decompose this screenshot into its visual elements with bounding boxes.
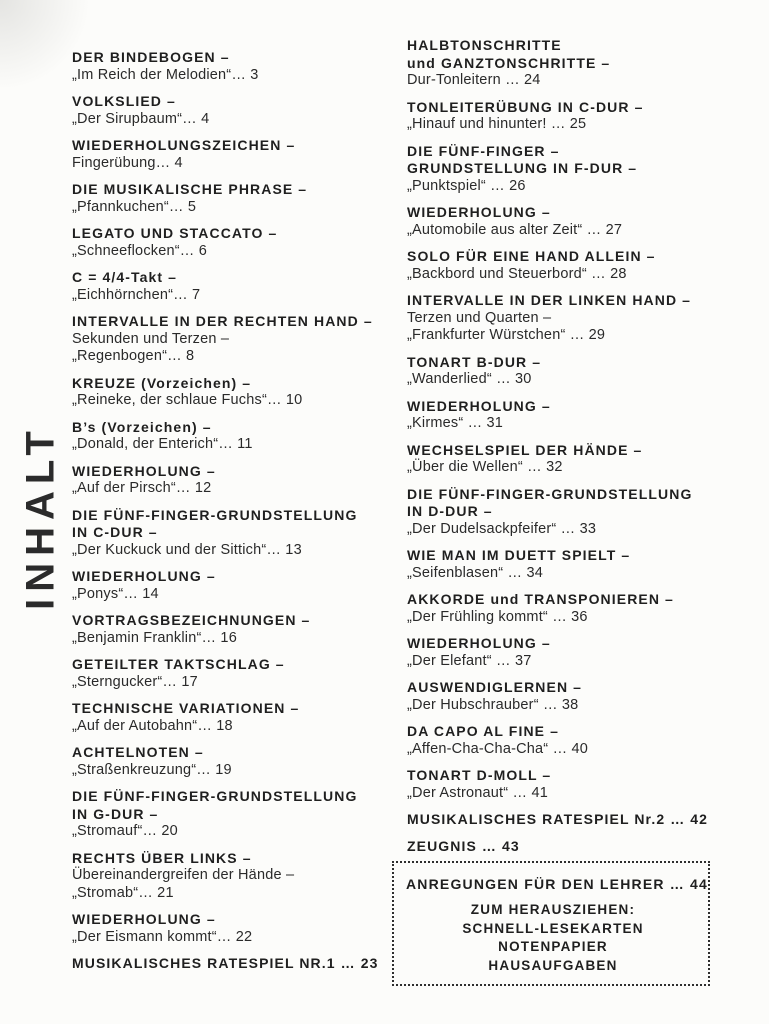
toc-entry [407, 723, 739, 758]
toc-entry-heading-line: GRUNDSTELLUNG IN F-DUR – [407, 160, 638, 176]
toc-entry [407, 591, 739, 626]
teacher-box-line: SCHNELL-LESEKARTEN [462, 920, 644, 936]
toc-entry [72, 463, 398, 498]
toc-entry-heading-line: IN D-DUR – [407, 503, 493, 519]
toc-entry-heading-line: ZEUGNIS … 43 [407, 837, 520, 854]
toc-entry-subtitle-line: Terzen und Quarten – [407, 309, 552, 326]
toc-entry-heading-line: WIEDERHOLUNG – [72, 911, 216, 927]
toc-entry-subtitle-line: „Donald, der Enterich“… 11 [72, 436, 253, 452]
toc-entry-subtitle-line: „Sterngucker“… 17 [72, 673, 198, 690]
toc-entry-subtitle-line: Übereinandergreifen der Hände – [72, 867, 295, 883]
toc-entry [72, 93, 398, 128]
toc-entry-subtitle-line: „Straßenkreuzung“… 19 [72, 761, 232, 778]
page-title: INHALT [18, 424, 63, 610]
toc-entry-subtitle-line: Dur-Tonleitern … 24 [407, 72, 541, 88]
teacher-box-center-block [406, 901, 700, 975]
toc-entry-subtitle-line: „Seifenblasen“ … 34 [407, 564, 543, 581]
toc-entry-subtitle-line: „Reineke, der schlaue Fuchs“… 10 [72, 392, 303, 408]
toc-entry-subtitle-line: „Über die Wellen“ … 32 [407, 459, 563, 475]
toc-entry-subtitle-line: „Der Hubschrauber“ … 38 [407, 696, 579, 713]
toc-entry-subtitle-line: „Stromab“… 21 [72, 884, 174, 901]
toc-entry [72, 225, 398, 260]
toc-entry-heading-line: IN G-DUR – [72, 805, 159, 822]
toc-entry-subtitle-line: „Im Reich der Melodien“… 3 [72, 66, 259, 83]
toc-entry [72, 269, 398, 304]
toc-entry-subtitle-line: „Der Frühling kommt“ … 36 [407, 608, 588, 625]
toc-entry-subtitle-line: „Regenbogen“… 8 [72, 348, 195, 364]
toc-entry-heading-line: C = 4/4-Takt – [72, 269, 178, 285]
toc-entry-heading-line: DIE FÜNF-FINGER – [407, 142, 560, 159]
toc-entry [407, 99, 739, 134]
toc-entry-subtitle-line: Fingerübung… 4 [72, 154, 183, 171]
toc-entry-subtitle-line: „Auf der Autobahn“… 18 [72, 717, 233, 734]
toc-entry [72, 419, 398, 454]
toc-entry-heading-line: DIE MUSIKALISCHE PHRASE – [72, 181, 308, 197]
teacher-box-line: ZUM HERAUSZIEHEN: [470, 902, 636, 917]
toc-entry-subtitle-line: „Schneeflocken“… 6 [72, 242, 207, 259]
teacher-box [392, 861, 710, 986]
toc-entry-heading-line: WIEDERHOLUNG – [407, 635, 551, 651]
toc-entry-heading-line: AUSWENDIGLERNEN – [407, 679, 583, 695]
toc-entry-subtitle-line: „Der Dudelsackpfeifer“ … 33 [407, 520, 597, 537]
toc-entry [407, 547, 739, 582]
toc-entry [72, 744, 398, 779]
toc-entry-heading-line: TECHNISCHE VARIATIONEN – [72, 700, 300, 716]
toc-entry-subtitle-line: Sekunden und Terzen – [72, 330, 230, 347]
toc-entry-subtitle-line: „Backbord und Steuerbord“ … 28 [407, 265, 627, 282]
toc-entry-subtitle-line: „Wanderlied“ … 30 [407, 371, 532, 387]
toc-entry-heading-line: DER BINDEBOGEN – [72, 49, 230, 65]
toc-entry [407, 767, 739, 802]
toc-entry [407, 486, 739, 539]
toc-entry [407, 248, 739, 283]
toc-entry [407, 811, 739, 829]
toc-entry-heading-line: LEGATO UND STACCATO – [72, 225, 278, 241]
toc-entry-subtitle-line: „Ponys“… 14 [72, 585, 159, 602]
toc-entry [407, 442, 739, 477]
toc-entry-subtitle-line: „Auf der Pirsch“… 12 [72, 480, 212, 496]
toc-entry [72, 181, 398, 216]
toc-entry-heading-line: INTERVALLE IN DER RECHTEN HAND – [72, 313, 373, 329]
toc-entry-subtitle-line: „Frankfurter Würstchen“ … 29 [407, 327, 606, 343]
toc-entry-heading-line: DA CAPO AL FINE – [407, 723, 559, 739]
toc-entry [407, 143, 739, 196]
toc-entry-heading-line: VOLKSLIED – [72, 93, 176, 109]
toc-entry-heading-line: ACHTELNOTEN – [72, 744, 204, 760]
toc-entry-subtitle-line: „Eichhörnchen“… 7 [72, 286, 201, 303]
toc-entry [72, 612, 398, 647]
toc-entry-subtitle-line: „Affen-Cha-Cha-Cha“ … 40 [407, 740, 589, 757]
toc-entry [72, 656, 398, 691]
toc-entry-heading-line: WIEDERHOLUNG – [72, 462, 216, 479]
toc-entry [72, 788, 398, 841]
toc-entry-heading-line: und GANZTONSCHRITTE – [407, 54, 611, 71]
toc-entry [72, 375, 398, 410]
toc-entry [407, 838, 739, 856]
toc-entry-subtitle-line: „Der Kuckuck und der Sittich“… 13 [72, 541, 302, 558]
toc-entry-heading-line: DIE FÜNF-FINGER-GRUNDSTELLUNG [72, 506, 358, 523]
toc-entry [407, 37, 739, 90]
toc-entry-heading-line: IN C-DUR – [72, 524, 158, 540]
toc-entry-heading-line: GETEILTER TAKTSCHLAG – [72, 656, 285, 672]
toc-entry [72, 568, 398, 603]
toc-entry-heading-line: AKKORDE und TRANSPONIEREN – [407, 591, 674, 607]
toc-entry-heading-line: MUSIKALISCHES RATESPIEL Nr.2 … 42 [407, 811, 709, 827]
toc-entry [72, 955, 398, 973]
toc-entry-subtitle-line: „Automobile aus alter Zeit“ … 27 [407, 221, 623, 238]
toc-entry-heading-line: RECHTS ÜBER LINKS – [72, 849, 252, 866]
toc-column-right [407, 37, 739, 864]
toc-entry [407, 679, 739, 714]
toc-entry-subtitle-line: „Der Elefant“ … 37 [407, 652, 532, 669]
toc-entry-subtitle-line: „Punktspiel“ … 26 [407, 177, 526, 194]
toc-entry-heading-line: MUSIKALISCHES RATESPIEL NR.1 … 23 [72, 955, 379, 971]
toc-entry [72, 507, 398, 560]
toc-entry-heading-line: WECHSELSPIEL DER HÄNDE – [407, 441, 643, 458]
toc-entry-heading-line: WIE MAN IM DUETT SPIELT – [407, 547, 631, 563]
toc-entry [72, 850, 398, 903]
toc-entry-subtitle-line: „Der Sirupbaum“… 4 [72, 110, 210, 127]
toc-entry-heading-line: WIEDERHOLUNGSZEICHEN – [72, 137, 296, 153]
toc-entry [407, 398, 739, 433]
toc-entry-subtitle-line: „Stromauf“… 20 [72, 823, 178, 839]
toc-entry [72, 137, 398, 172]
toc-entry-heading-line: INTERVALLE IN DER LINKEN HAND – [407, 292, 692, 308]
toc-entry-heading-line: DIE FÜNF-FINGER-GRUNDSTELLUNG [407, 485, 693, 502]
toc-entry [72, 313, 398, 366]
toc-entry-heading-line: TONART D-MOLL – [407, 767, 552, 783]
toc-entry-heading-line: TONLEITERÜBUNG IN C-DUR – [407, 98, 644, 115]
toc-entry-heading-line: B’s (Vorzeichen) – [72, 418, 212, 435]
teacher-box-heading: ANREGUNGEN FÜR DEN LEHRER … 44 [406, 876, 709, 892]
toc-column-left [72, 49, 398, 982]
toc-entry [72, 49, 398, 84]
toc-entry [407, 292, 739, 345]
toc-entry-heading-line: DIE FÜNF-FINGER-GRUNDSTELLUNG [72, 788, 358, 804]
toc-entry-subtitle-line: „Pfannkuchen“… 5 [72, 198, 197, 215]
toc-entry-subtitle-line: „Der Eismann kommt“… 22 [72, 928, 253, 945]
toc-entry-subtitle-line: „Hinauf und hinunter! … 25 [407, 116, 587, 132]
toc-entry [72, 911, 398, 946]
toc-entry-heading-line: WIEDERHOLUNG – [407, 397, 551, 414]
toc-entry-heading-line: WIEDERHOLUNG – [407, 204, 551, 220]
toc-entry [407, 635, 739, 670]
toc-entry-subtitle-line: „Der Astronaut“ … 41 [407, 784, 548, 801]
toc-entry-subtitle-line: „Benjamin Franklin“… 16 [72, 629, 237, 646]
toc-entry-heading-line: SOLO FÜR EINE HAND ALLEIN – [407, 248, 656, 264]
toc-entry-heading-line: TONART B-DUR – [407, 353, 542, 370]
toc-entry-heading-line: HALBTONSCHRITTE [407, 37, 562, 53]
toc-entry-heading-line: WIEDERHOLUNG – [72, 568, 216, 584]
teacher-box-line: HAUSAUFGABEN [488, 957, 618, 973]
toc-entry [72, 700, 398, 735]
toc-entry-heading-line: VORTRAGSBEZEICHNUNGEN – [72, 612, 311, 628]
toc-entry [407, 204, 739, 239]
toc-entry [407, 354, 739, 389]
toc-entry-heading-line: KREUZE (Vorzeichen) – [72, 374, 252, 391]
toc-entry-subtitle-line: „Kirmes“ … 31 [407, 415, 504, 431]
teacher-box-line: NOTENPAPIER [498, 939, 608, 954]
